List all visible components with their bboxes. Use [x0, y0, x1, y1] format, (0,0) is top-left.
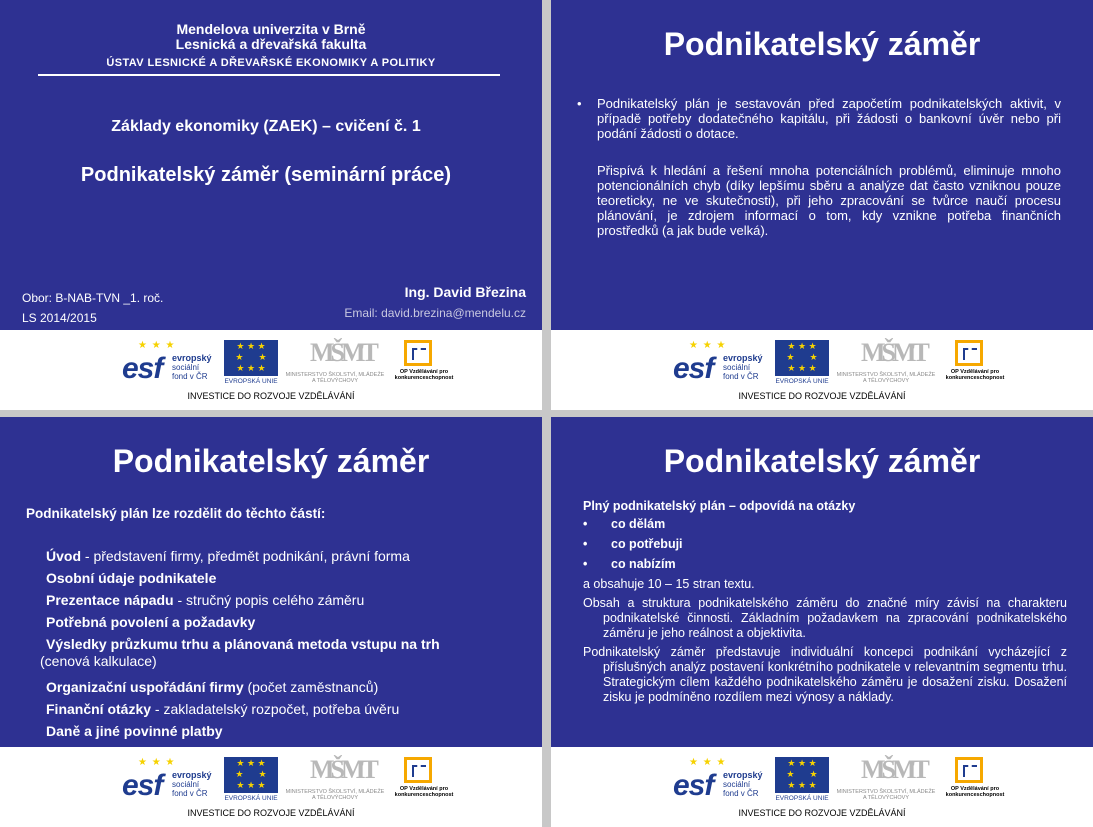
investment-slogan: INVESTICE DO ROZVOJE VZDĚLÁVÁNÍ [738, 391, 906, 401]
msmt-logo [284, 755, 386, 803]
list-item: Daně a jiné povinné platby [46, 723, 223, 739]
list-item: Osobní údaje podnikatele [46, 570, 217, 586]
eu-logo [773, 340, 831, 386]
msmt-mark-icon: MŠMT [861, 755, 926, 784]
author-name: Ing. David Březina [404, 284, 526, 300]
paragraph-2: Podnikatelský záměr představuje individuální koncepci podnikání vycházející z příslušných analýz postavení konkrétního podnikatele v relevantním segmentu trhu. Strategickým cílem každého podnikatelského záměru je dosažení zisku. Dosažení zisku je podmíněno rozdílem mezi výnosy a náklady. [583, 645, 1067, 704]
op-box-icon [955, 340, 983, 366]
bullet-icon: • [583, 517, 588, 531]
university-line-2: Lesnická a dřevařská fakulta [175, 36, 367, 52]
slide-text [577, 96, 1061, 238]
esf-text: evropský sociální fond v ČR [723, 770, 763, 798]
list-item: Výsledky průzkumu trhu a plánovaná metoda vstupu na trh (cenová kalkulace) [40, 636, 440, 669]
slide-title: Podnikatelský záměr [663, 26, 981, 62]
study-info [22, 288, 163, 328]
page-count-line: a obsahuje 10 – 15 stran textu. [583, 577, 755, 591]
stars-icon: ★ ★ ★ [138, 757, 176, 768]
eu-label: EVROPSKÁ UNIE [224, 378, 278, 385]
eu-label: EVROPSKÁ UNIE [775, 378, 829, 385]
slide-text [583, 499, 1067, 709]
slide-4 [551, 417, 1093, 827]
msmt-label: MINISTERSTVO ŠKOLSTVÍ, MLÁDEŽE A TĚLOVÝCHOVY [285, 789, 385, 801]
op-box-icon [404, 340, 432, 366]
op-logo [392, 757, 456, 805]
msmt-logo [835, 338, 937, 386]
university-line-1: Mendelova univerzita v Brně [176, 21, 366, 37]
op-logo [943, 340, 1007, 388]
logo-strip [673, 755, 1007, 805]
eu-stars-icon: ★ ★ ★ ★ ★ ★ ★ ★ [235, 758, 267, 790]
bullet-icon: • [583, 537, 588, 551]
esf-mark: esf [122, 769, 163, 802]
logo-strip [122, 338, 456, 388]
eu-logo [222, 340, 280, 386]
bullet-icon: • [583, 557, 588, 571]
eu-stars-icon: ★ ★ ★ ★ ★ ★ ★ ★ [786, 341, 818, 373]
op-logo [392, 340, 456, 388]
list-item: Potřebná povolení a požadavky [46, 614, 256, 630]
investment-slogan: INVESTICE DO ROZVOJE VZDĚLÁVÁNÍ [187, 391, 355, 401]
list-item: Finanční otázky - zakladatelský rozpočet, potřeba úvěru [46, 701, 400, 717]
logo-strip [673, 338, 1007, 388]
stars-icon: ★ ★ ★ [689, 340, 727, 351]
msmt-mark-icon: MŠMT [310, 338, 375, 367]
footer-logos [0, 747, 542, 827]
slide-1 [0, 0, 542, 410]
study-program: Obor: B-NAB-TVN _1. roč. [22, 291, 164, 305]
eu-label: EVROPSKÁ UNIE [775, 795, 829, 802]
op-logo [943, 757, 1007, 805]
op-box-icon [404, 757, 432, 783]
list-item: • co dělám [583, 517, 666, 531]
eu-logo [773, 757, 831, 803]
footer-logos [0, 330, 542, 410]
msmt-mark-icon: MŠMT [310, 755, 375, 784]
esf-logo [673, 757, 769, 803]
list-item: Úvod - představení firmy, předmět podnikání, právní forma [46, 548, 410, 564]
semester: LS 2014/2015 [22, 311, 97, 325]
author-email: Email: david.brezina@mendelu.cz [344, 306, 526, 320]
investment-slogan: INVESTICE DO ROZVOJE VZDĚLÁVÁNÍ [738, 808, 906, 818]
list-item: • co nabízím [583, 557, 676, 571]
esf-mark: esf [673, 769, 714, 802]
plan-parts-list [40, 548, 510, 745]
slide-3 [0, 417, 542, 827]
esf-text: evropský sociální fond v ČR [172, 353, 212, 381]
esf-mark: esf [122, 352, 163, 385]
esf-logo [673, 340, 769, 386]
slide-title: Podnikatelský záměr [112, 443, 430, 479]
slide-body [551, 0, 1093, 330]
op-box-icon [955, 757, 983, 783]
logo-strip [122, 755, 456, 805]
esf-mark: esf [673, 352, 714, 385]
paragraph-1: Obsah a struktura podnikatelského záměru do značné míry závisí na charakteru podnikatelské činnosti. Základním požadavkem na zpracování podnikatelského záměru je jeho reálnost a objektivita. [583, 596, 1067, 640]
msmt-mark-icon: MŠMT [861, 338, 926, 367]
paragraph-1-text: Podnikatelský plán je sestavován před započetím podnikatelských aktivit, v případě potřeby dodatečného kapitálu, při žádosti o bankovní úvěr nebo při podání žádosti o dotace. [597, 96, 1061, 141]
university-name [0, 22, 542, 52]
slide-2 [551, 0, 1093, 410]
esf-logo [122, 757, 218, 803]
slide-body [0, 417, 542, 747]
footer-logos [551, 747, 1093, 827]
slide-subtitle: Podnikatelský záměr (seminární práce) [80, 164, 452, 186]
divider [38, 74, 500, 76]
op-label: OP Vzdělávání pro konkurenceschopnost [945, 369, 1005, 381]
department-name: ÚSTAV LESNICKÉ A DŘEVAŘSKÉ EKONOMIKY A POLITIKY [106, 57, 436, 69]
msmt-label: MINISTERSTVO ŠKOLSTVÍ, MLÁDEŽE A TĚLOVÝCHOVY [836, 789, 936, 801]
bullet-icon: • [577, 96, 582, 111]
section-heading: Plný podnikatelský plán – odpovídá na otázky [583, 499, 856, 513]
stars-icon: ★ ★ ★ [689, 757, 727, 768]
esf-text: evropský sociální fond v ČR [172, 770, 212, 798]
paragraph-2: Přispívá k hledání a řešení mnoha potenciálních problémů, eliminuje mnoho potencionálních chyb (díky lepšímu sběru a analýze dat často vzniknou pouze teoreticky, ne ve skutečnosti), při jeho zpracování se tvůrce naučí procesu plánování, je zdrojem informací o tom, kdy vznikne potřeba finančních prostředků (a jak bude velká). [597, 163, 1061, 238]
esf-text: evropský sociální fond v ČR [723, 353, 763, 381]
stars-icon: ★ ★ ★ [138, 340, 176, 351]
list-item: Prezentace nápadu - stručný popis celého záměru [46, 592, 365, 608]
msmt-logo [835, 755, 937, 803]
footer-logos [551, 330, 1093, 410]
list-item: • co potřebuji [583, 537, 683, 551]
eu-stars-icon: ★ ★ ★ ★ ★ ★ ★ ★ [786, 758, 818, 790]
section-heading: Podnikatelský plán lze rozdělit do těchto částí: [26, 506, 326, 521]
msmt-label: MINISTERSTVO ŠKOLSTVÍ, MLÁDEŽE A TĚLOVÝCHOVY [285, 372, 385, 384]
msmt-logo [284, 338, 386, 386]
op-label: OP Vzdělávání pro konkurenceschopnost [945, 786, 1005, 798]
op-label: OP Vzdělávání pro konkurenceschopnost [394, 786, 454, 798]
investment-slogan: INVESTICE DO ROZVOJE VZDĚLÁVÁNÍ [187, 808, 355, 818]
esf-logo [122, 340, 218, 386]
list-item: Organizační uspořádání firmy (počet zaměstnanců) [46, 679, 379, 695]
slide-title: Podnikatelský záměr [663, 443, 981, 479]
eu-label: EVROPSKÁ UNIE [224, 795, 278, 802]
eu-stars-icon: ★ ★ ★ ★ ★ ★ ★ ★ [235, 341, 267, 373]
paragraph-1 [577, 96, 1061, 141]
msmt-label: MINISTERSTVO ŠKOLSTVÍ, MLÁDEŽE A TĚLOVÝCHOVY [836, 372, 936, 384]
eu-logo [222, 757, 280, 803]
slide-body [0, 0, 542, 330]
course-title: Základy ekonomiky (ZAEK) – cvičení č. 1 [111, 118, 421, 135]
op-label: OP Vzdělávání pro konkurenceschopnost [394, 369, 454, 381]
slide-body [551, 417, 1093, 747]
